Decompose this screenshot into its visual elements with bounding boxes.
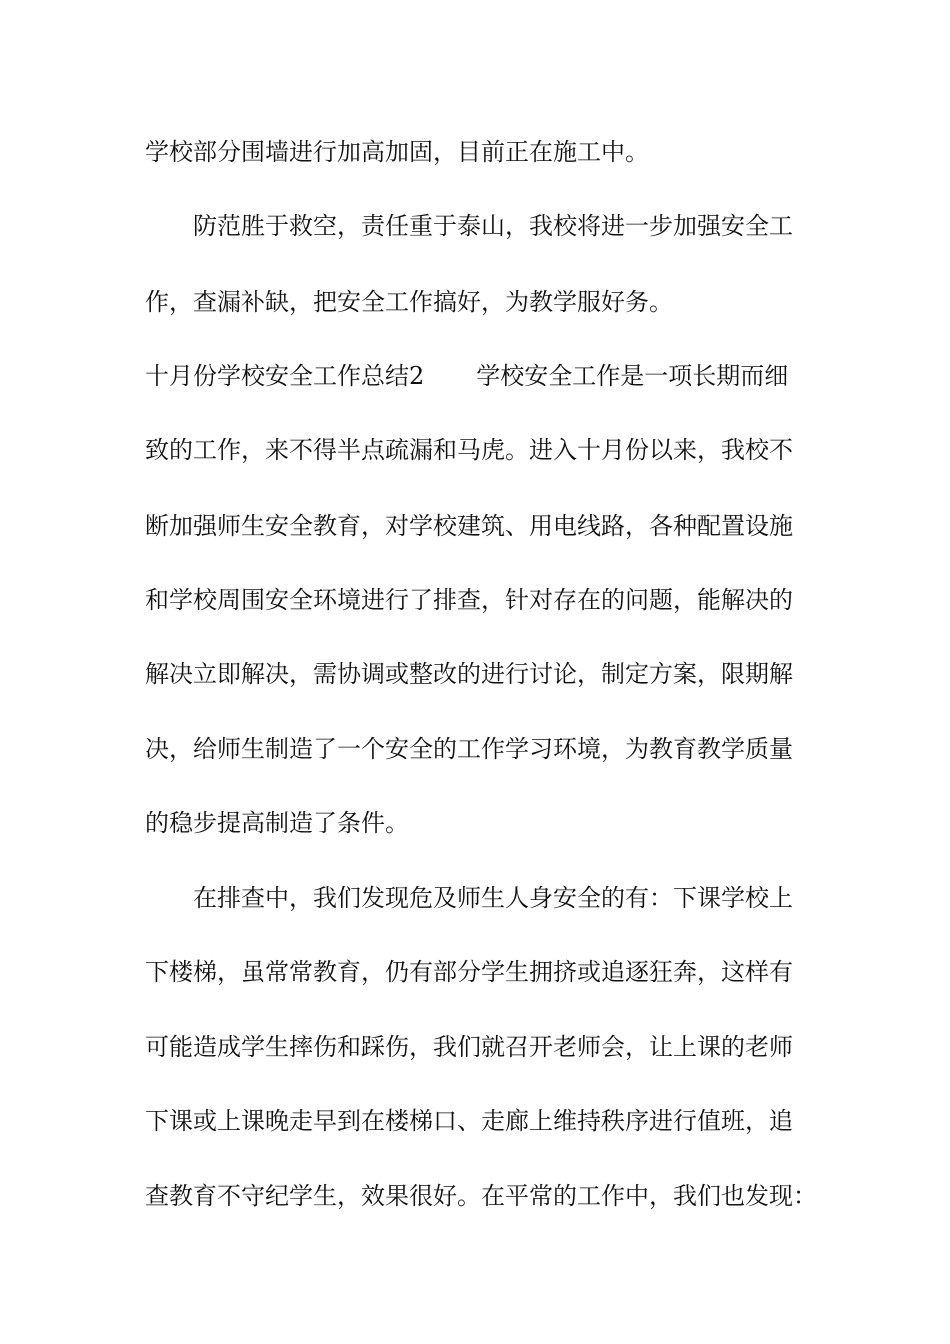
section-heading: 十月份学校安全工作总结2 xyxy=(145,362,425,390)
text-line: 学校安全工作是一项长期而细 xyxy=(476,362,789,390)
text-line: 学校部分围墙进行加高加固，目前正在施工中。 xyxy=(145,138,649,166)
text-line: 查教育不守纪学生，效果很好。在平常的工作中，我们也发现： xyxy=(145,1182,817,1210)
paragraph-start: 防范胜于救空，责任重于泰山，我校将进一步加强安全工 xyxy=(193,212,793,240)
text-line: 可能造成学生摔伤和踩伤，我们就召开老师会，让上课的老师 xyxy=(145,1033,793,1061)
text-line: 决，给师生制造了一个安全的工作学习环境，为教育教学质量 xyxy=(145,735,793,763)
text-line: 下课或上课晚走早到在楼梯口、走廊上维持秩序进行值班，追 xyxy=(145,1107,793,1135)
text-line: 解决立即解决，需协调或整改的进行讨论，制定方案，限期解 xyxy=(145,660,793,688)
text-line: 作，查漏补缺，把安全工作搞好，为教学服好务。 xyxy=(145,288,673,316)
heading-line xyxy=(145,361,835,391)
text-line: 致的工作，来不得半点疏漏和马虎。进入十月份以来，我校不 xyxy=(145,436,793,464)
text-line: 断加强师生安全教育，对学校建筑、用电线路，各种配置设施 xyxy=(145,512,793,540)
paragraph-start: 在排查中，我们发现危及师生人身安全的有：下课学校上 xyxy=(193,884,793,912)
text-line: 的稳步提高制造了条件。 xyxy=(145,809,409,837)
text-line: 下楼梯，虽常常教育，仍有部分学生拥挤或追逐狂奔，这样有 xyxy=(145,958,793,986)
text-line: 和学校周围安全环境进行了排查，针对存在的问题，能解决的 xyxy=(145,586,793,614)
